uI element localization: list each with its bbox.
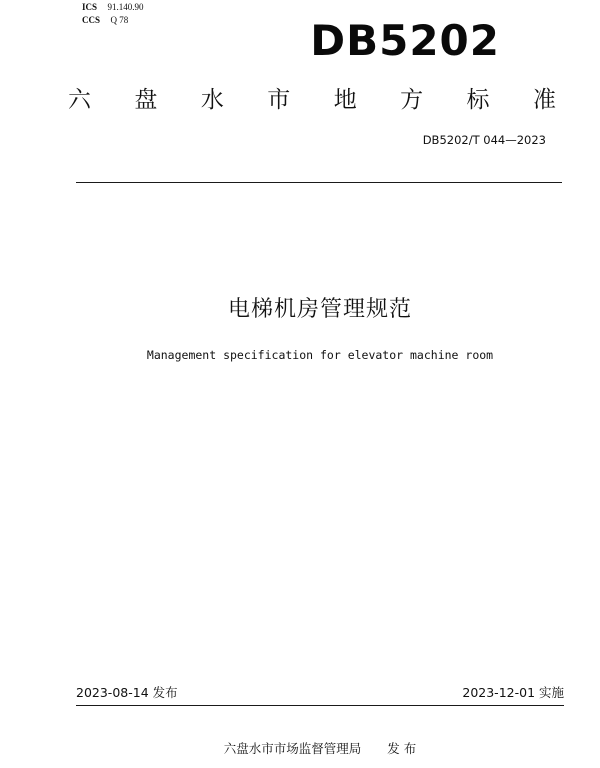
footer-divider xyxy=(76,705,564,706)
standard-type-char: 市 xyxy=(267,87,291,113)
ics-code xyxy=(82,2,144,12)
issuer-action: 发 布 xyxy=(387,741,417,756)
ccs-value: Q 78 xyxy=(110,15,129,25)
issuer-line xyxy=(0,741,600,757)
standard-code-logo: DB5202 xyxy=(310,16,500,65)
document-title-zh: 电梯机房管理规范 xyxy=(227,297,412,322)
standard-number: DB5202/T 044—2023 xyxy=(422,133,546,147)
standard-type-char: 地 xyxy=(333,87,357,113)
document-title-en: Management specification for elevator machine room xyxy=(146,348,494,362)
issue-date: 2023-08-14 发布 xyxy=(76,685,178,700)
standard-type-char: 盘 xyxy=(134,87,158,113)
implementation-date: 2023-12-01 实施 xyxy=(462,685,564,700)
ccs-label: CCS xyxy=(82,15,101,25)
standard-type-char: 方 xyxy=(400,87,424,113)
header-divider xyxy=(76,182,562,183)
standard-type-char: 六 xyxy=(68,87,91,113)
standard-type-char: 准 xyxy=(532,87,556,113)
standard-type-heading xyxy=(68,86,556,114)
ics-value: 91.140.90 xyxy=(107,2,144,12)
standard-type-char: 标 xyxy=(466,87,490,113)
issuer-name: 六盘水市市场监督管理局 xyxy=(223,741,362,756)
standard-type-char: 水 xyxy=(200,87,224,113)
ics-label: ICS xyxy=(82,2,98,12)
